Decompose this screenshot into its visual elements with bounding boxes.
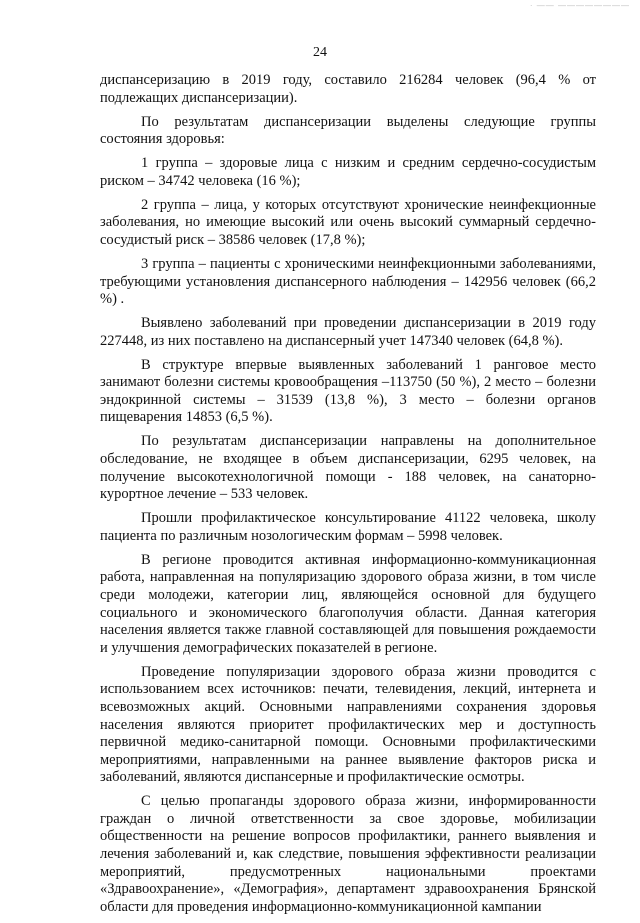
paragraph-counseling: Прошли профилактическое консультирование 41122 человека, школу пациента по различным нозологическим формам – 5998 человек. — [100, 510, 596, 544]
paragraph-dispensary-total: диспансеризацию в 2019 году, составило 216284 человек (96,4 % от подлежащих диспансеризации). — [100, 72, 596, 106]
paragraph-disease-structure: В структуре впервые выявленных заболеваний 1 ранговое место занимают болезни системы кровообращения –113750 (50 %), 2 место – болезни эндокринной системы – 31539 (13,8 %), 3 место – болезни органов пищеварения 14853 (6,5 %). — [100, 356, 596, 426]
paragraph-group-2: 2 группа – лица, у которых отсутствуют хронические неинфекционные заболевания, но имеющие высокий или очень высокий суммарный сердечно-сосудистый риск – 38586 человек (17,8 %); — [100, 196, 596, 248]
paragraph-referrals: По результатам диспансеризации направлены на дополнительное обследование, не входящее в объем диспансеризации, 6295 человек, на получение высокотехнологичной помощи - 188 человек, на санаторно-курортное лечение – 533 человек. — [100, 433, 596, 503]
paragraph-group-3: 3 группа – пациенты с хроническими неинфекционными заболеваниями, требующими установления диспансерного наблюдения – 142956 человек (66,2 %) . — [100, 255, 596, 308]
page-number: 24 — [313, 45, 327, 60]
paragraph-healthy-lifestyle: Проведение популяризации здорового образа жизни проводится с использованием всех источников: печати, телевидения, лекций, интернета и всевозможных акций. Основными направлениями сохранения здоровья населения являются приоритет профилактических мер и доступность первичной медико-санитарной помощи. Основными профилактическими мероприятиями, направленными на раннее выявление факторов риска и заболеваний, являются диспансерные и профилактические осмотры. — [100, 663, 596, 786]
paragraph-info-campaign: В регионе проводится активная информационно-коммуникационная работа, направленная на популяризацию здорового образа жизни, в том числе среди молодежи, категории лиц, являющейся основной для будущего социального и экономического благополучия области. Данная категория населения является также главной составляющей для повышения рождаемости и улучшения демографических показателей в регионе. — [100, 551, 596, 656]
scan-header-mark: · ―― ―――――――― — [529, 1, 630, 10]
paragraph-diseases-detected: Выявлено заболеваний при проведении диспансеризации в 2019 году 227448, из них поставлено на диспансерный учет 147340 человек (64,8 %). — [100, 315, 596, 349]
paragraph-health-groups-intro: По результатам диспансеризации выделены следующие группы состояния здоровья: — [100, 113, 596, 148]
paragraph-group-1: 1 группа – здоровые лица с низким и средним сердечно-сосудистым риском – 34742 человека (16 %); — [100, 155, 596, 189]
document-body — [100, 72, 596, 923]
paragraph-propaganda-goals: С целью пропаганды здорового образа жизни, информированности граждан о личной ответственности за свое здоровье, мобилизации общественности на решение вопросов профилактики, раннего выявления и лечения заболеваний и, как следствие, повышения эффективности реализации мероприятий, предусмотренных национальными проектами «Здравоохранение», «Демография», департамент здравоохранения Брянской области для проведения информационно-коммуникационной кампании — [100, 793, 596, 915]
